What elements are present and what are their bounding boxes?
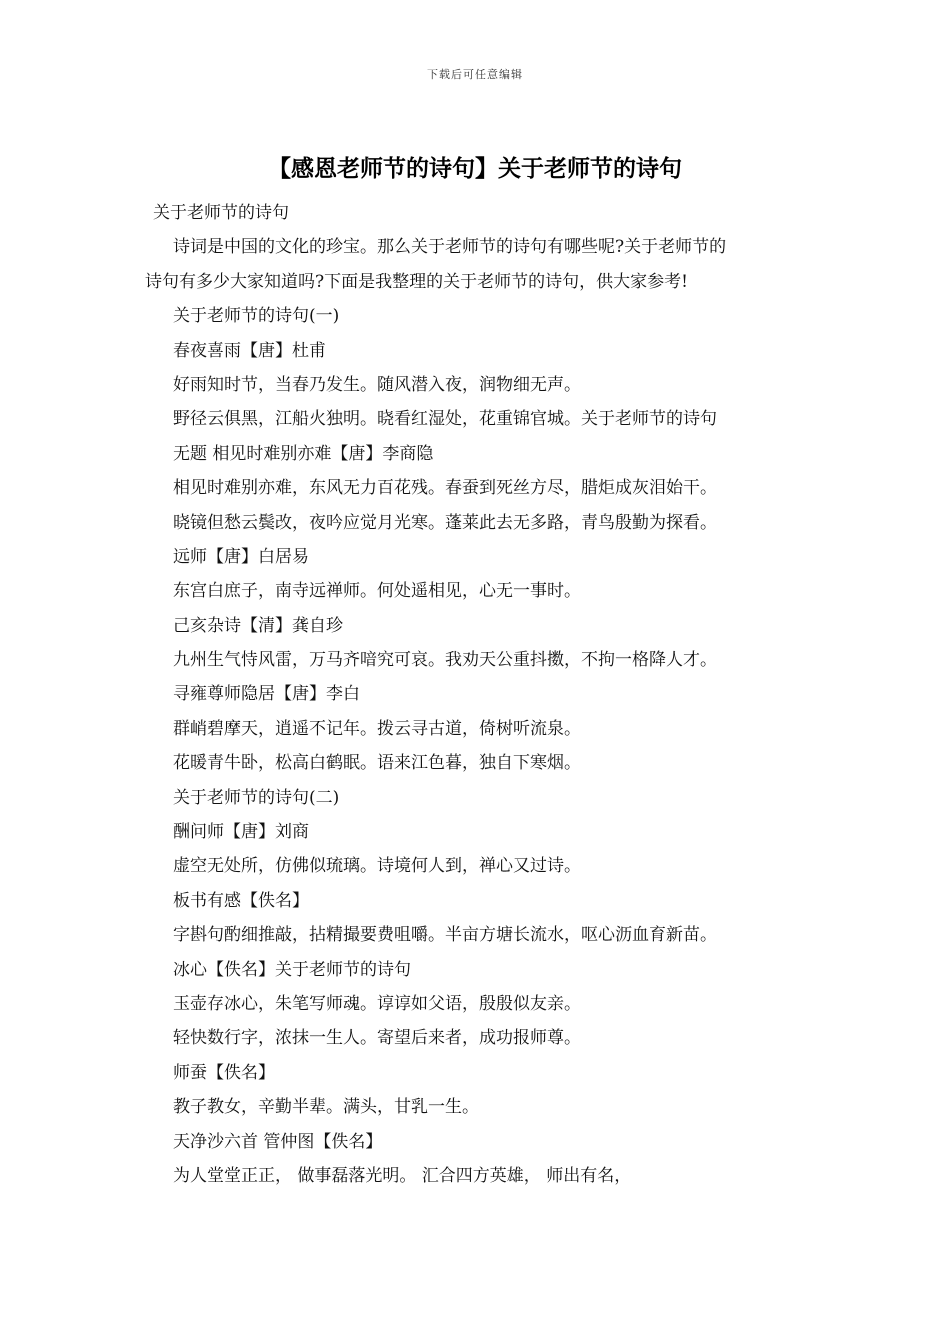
poem-line: 野径云俱黑，江船火独明。晓看红湿处，花重锦官城。关于老师节的诗句 bbox=[173, 409, 717, 430]
poem-line: 花暖青牛卧，松高白鹤眠。语来江色暮，独自下寒烟。 bbox=[173, 753, 581, 774]
poem-title: 冰心【佚名】关于老师节的诗句 bbox=[173, 959, 411, 980]
poem-title: 己亥杂诗【清】龚自珍 bbox=[173, 615, 343, 636]
poem-title: 春夜喜雨【唐】杜甫 bbox=[173, 340, 326, 361]
poem-line: 字斟句酌细推敲，拈精撮要费咀嚼。半亩方塘长流水，呕心沥血育新苗。 bbox=[173, 925, 717, 946]
poem-line: 为人堂堂正正， 做事磊落光明。 汇合四方英雄， 师出有名， bbox=[173, 1165, 632, 1186]
poem-line: 相见时难别亦难，东风无力百花残。春蚕到死丝方尽，腊炬成灰泪始干。 bbox=[173, 478, 717, 499]
poem-title: 板书有感【佚名】 bbox=[173, 890, 309, 911]
poem-line: 群峭碧摩天，逍遥不记年。拨云寻古道，倚树听流泉。 bbox=[173, 718, 581, 739]
poem-line: 东宫白庶子，南寺远禅师。何处遥相见，心无一事时。 bbox=[173, 581, 581, 602]
paragraph-line: 诗句有多少大家知道吗?下面是我整理的关于老师节的诗句，供大家参考! bbox=[145, 271, 688, 292]
poem-title: 酬问师【唐】刘商 bbox=[173, 822, 309, 843]
poem-line: 晓镜但愁云鬓改，夜吟应觉月光寒。蓬莱此去无多路，青鸟殷勤为探看。 bbox=[173, 512, 717, 533]
poem-line: 好雨知时节，当春乃发生。随风潜入夜，润物细无声。 bbox=[173, 374, 581, 395]
subtitle-line: 关于老师节的诗句 bbox=[153, 203, 289, 223]
section-heading: 关于老师节的诗句(二) bbox=[173, 787, 340, 808]
section-heading: 关于老师节的诗句(一) bbox=[173, 306, 340, 327]
poem-line: 虚空无处所，仿佛似琉璃。诗境何人到，禅心又过诗。 bbox=[173, 856, 581, 877]
poem-title: 天净沙六首 管仲图【佚名】 bbox=[173, 1131, 383, 1152]
poem-line: 九州生气恃风雷，万马齐喑究可哀。我劝天公重抖擞，不拘一格降人才。 bbox=[173, 650, 717, 671]
document-body bbox=[145, 196, 810, 1193]
paragraph-line: 诗词是中国的文化的珍宝。那么关于老师节的诗句有哪些呢?关于老师节的 bbox=[173, 237, 727, 258]
poem-line: 轻快数行字，浓抹一生人。寄望后来者，成功报师尊。 bbox=[173, 1028, 581, 1049]
poem-title: 远师【唐】白居易 bbox=[173, 546, 309, 567]
poem-line: 玉壶存冰心，朱笔写师魂。谆谆如父语，殷殷似友亲。 bbox=[173, 993, 581, 1014]
poem-line: 教子教女，辛勤半辈。满头，甘乳一生。 bbox=[173, 1097, 479, 1118]
header-note: 下载后可任意编辑 bbox=[427, 68, 523, 81]
poem-title: 师蚕【佚名】 bbox=[173, 1062, 275, 1083]
poem-title: 寻雍尊师隐居【唐】李白 bbox=[173, 684, 360, 705]
document-title: 【感恩老师节的诗句】关于老师节的诗句 bbox=[268, 156, 682, 182]
poem-title: 无题 相见时难别亦难【唐】李商隐 bbox=[173, 443, 434, 464]
